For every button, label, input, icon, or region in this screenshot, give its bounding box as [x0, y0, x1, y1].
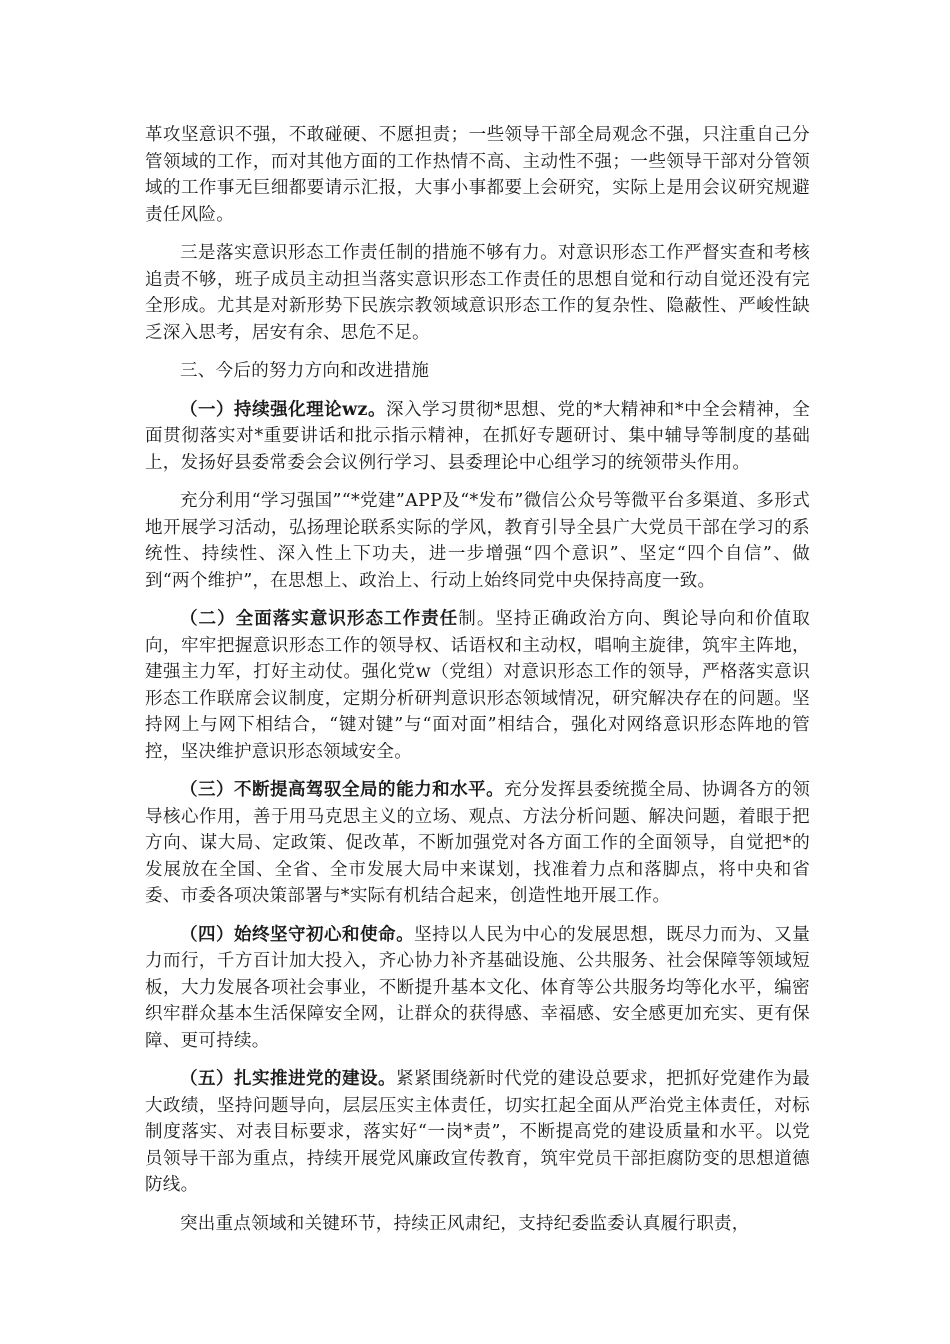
- paragraph-6: [145, 606, 810, 765]
- paragraph-text: 充分利用“学习强国”“*党建”APP及“*发布”微信公众号等微平台多渠道、多形式地开展学习活动，弘扬理论联系实际的学风，教育引导全县广大党员干部在学习的系统性、持续性、深入性上下功夫，进一步增强“四个意识”、坚定“四个自信”、做到“两个维护”，在思想上、政治上、行动上始终同党中央保持高度一致。: [145, 491, 810, 591]
- section-heading: [145, 358, 810, 385]
- document-body: [145, 122, 810, 1249]
- subheading: （二）全面落实意识形态工作责任: [180, 609, 459, 629]
- paragraph-1: [145, 122, 810, 228]
- subheading: （三）不断提高驾驭全局的能力和水平。: [180, 780, 505, 800]
- paragraph-2: [145, 240, 810, 346]
- paragraph-text: 坚持以人民为中心的发展思想，既尽力而为、又量力而行，千方百计加大投入，齐心协力补齐基础设施、公共服务、社会保障等领域短板，大力发展各项社会事业，不断提升基本文化、体育等公共服务均等化水平，编密织牢群众基本生活保障安全网，让群众的获得感、幸福感、安全感更加充实、更有保障、更可持续。: [145, 924, 810, 1051]
- paragraph-text: 制。坚持正确政治方向、舆论导向和价值取向，牢牢把握意识形态工作的领导权、话语权和主动权，唱响主旋律，筑牢主阵地，建强主力军，打好主动仗。强化党w（党组）对意识形态工作的领导，严格落实意识形态工作联席会议制度，定期分析研判意识形态领域情况，研究解决存在的问题。坚持网上与网下相结合，“键对键”与“面对面”相结合，强化对网络意识形态阵地的管控，坚决维护意识形态领域安全。: [145, 609, 811, 762]
- subheading: （一）持续强化理论wz。: [180, 399, 387, 420]
- paragraph-text: 深入学习贯彻*思想、党的*大精神和*中全会精神，全面贯彻落实对*重要讲话和批示指示精神，在抓好专题研讨、集中辅导等制度的基础上，发扬好县委常委会会议例行学习、县委理论中心组学习的统领带头作用。: [145, 399, 811, 473]
- paragraph-10: [145, 1211, 810, 1238]
- paragraph-text: 充分发挥县委统揽全局、协调各方的领导核心作用，善于用马克思主义的立场、观点、方法分析问题、解决问题，着眼于把方向、谋大局、定政策、促改革，不断加强党对各方面工作的全面领导，自觉把*的发展放在全国、全省、全市发展大局中来谋划，找准着力点和落脚点，将中央和省委、市委各项决策部署与*实际有机结合起来，创造性地开展工作。: [145, 780, 810, 906]
- paragraph-text: 革攻坚意识不强，不敢碰硬、不愿担责；一些领导干部全局观念不强，只注重自己分管领域的工作，而对其他方面的工作热情不高、主动性不强；一些领导干部对分管领域的工作事无巨细都要请示汇报，大事小事都要上会研究，实际上是用会议研究规避责任风险。: [145, 125, 810, 225]
- section-heading-text: 三、今后的努力方向和改进措施: [180, 361, 430, 381]
- paragraph-5: [145, 488, 810, 594]
- paragraph-8: [145, 922, 810, 1055]
- paragraph-text: 三是落实意识形态工作责任制的措施不够有力。对意识形态工作严督实查和考核追责不够，班子成员主动担当落实意识形态工作责任的思想自觉和行动自觉还没有完全形成。尤其是对新形势下民族宗教领域意识形态工作的复杂性、隐蔽性、严峻性缺乏深入思考，居安有余、思危不足。: [145, 243, 810, 343]
- paragraph-4: [145, 397, 810, 477]
- paragraph-7: [145, 777, 810, 910]
- paragraph-text: 突出重点领域和关键环节，持续正风肃纪，支持纪委监委认真履行职责，: [180, 1213, 750, 1234]
- paragraph-9: [145, 1066, 810, 1199]
- paragraph-text: 紧紧围绕新时代党的建设总要求，把抓好党建作为最大政绩，坚持问题导向，层层压实主体责任，切实扛起全面从严治党主体责任，对标制度落实、对表目标要求，落实好“一岗*责”，不断提高党的建设质量和水平。以党员领导干部为重点，持续开展党风廉政宣传教育，筑牢党员干部拒腐防变的思想道德防线。: [145, 1069, 810, 1195]
- subheading: （五）扎实推进党的建设。: [180, 1069, 397, 1089]
- subheading: （四）始终坚守初心和使命。: [180, 924, 415, 945]
